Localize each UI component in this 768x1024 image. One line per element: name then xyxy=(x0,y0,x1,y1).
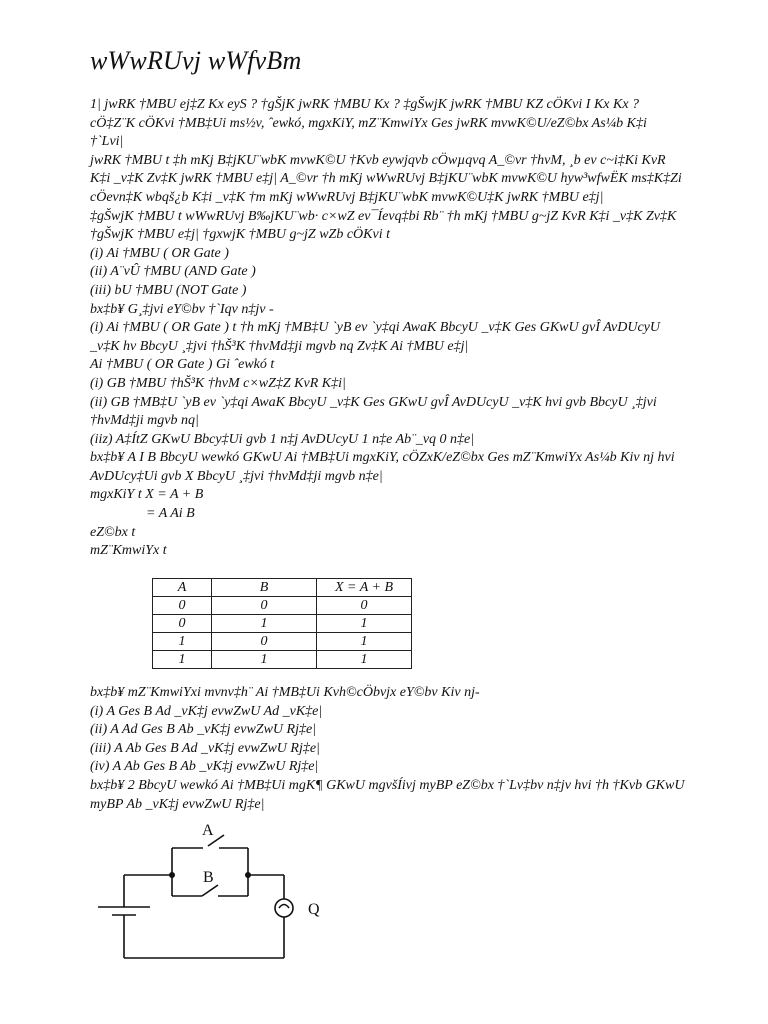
truth-table-cell: 1 xyxy=(153,651,212,669)
text-line: (i) A Ges B Ad _vK‡j evwZwU Ad _vK‡e| xyxy=(90,703,323,719)
equation-line: mgxKiY t X = A + B xyxy=(90,487,204,503)
truth-table-cell: 1 xyxy=(317,633,412,651)
truth-table-header: X = A + B xyxy=(317,579,412,597)
text-line: bx‡b¥ mZ¨KmwiYxi mvnv‡h¨ Ai †MB‡Ui Kvh©cÖbvjx eY©bv Kiv nj- xyxy=(90,685,480,700)
junction-dot-left xyxy=(169,872,175,878)
text-line: Ai †MBU ( OR Gate ) Gi ˆewkó t xyxy=(90,357,275,373)
page-title: wWwRUvj wWfvBm xyxy=(90,46,302,75)
parallel-switch-circuit-diagram xyxy=(90,815,350,965)
truth-table-row xyxy=(153,651,412,669)
text-line: (iii) A Ab Ges B Ad _vK‡j evwZwU Rj‡e| xyxy=(90,740,320,756)
truth-table-cell: 0 xyxy=(212,633,317,651)
text-line: ‡gŠwjK †MBU t wWwRUvj B‰jKU¨wb· c×wZ ev¯Íevq‡bi Rb¨ †h mKj †MBU g~jZ KvR K‡i _v‡K Zv‡K xyxy=(90,208,677,224)
truth-table-cell: 0 xyxy=(212,597,317,615)
junction-dot-right xyxy=(245,872,251,878)
truth-table xyxy=(152,578,412,669)
truth-table-header: B xyxy=(212,579,317,597)
truth-table-header: A xyxy=(153,579,212,597)
truth-table-cell: 0 xyxy=(153,597,212,615)
text-line: bx‡b¥ G¸‡jvi eY©bv †`Iqv n‡jv - xyxy=(90,301,274,317)
text-line: jwRK †MBU t ‡h mKj B‡jKU¨wbK mvwK©U †Kvb eywjqvb cÖwµqvq A_©vr †hvM, ¸b ev c~i‡Ki KvR xyxy=(90,152,666,168)
truth-table-cell: 1 xyxy=(153,633,212,651)
text-line: bx‡b¥ 2 BbcyU wewkó Ai †MB‡Ui mgK¶ GKwU mgvšÍivj myBP eZ©bx †`Lv‡bv n‡jv hvi †h †Kvb GKwU xyxy=(90,777,685,793)
text-line: myBP Ab _vK‡j evwZwU Rj‡e| xyxy=(90,796,265,812)
switch-b xyxy=(202,885,218,896)
truth-table-cell: 0 xyxy=(317,597,412,615)
text-line: †`Lvi| xyxy=(90,134,124,150)
equation-line: = A Ai B xyxy=(146,506,195,522)
truth-table-row xyxy=(153,633,412,651)
text-line: K‡i _v‡K Zv‡K jwRK †MBU e‡j| A_©vr †h mKj wWwRUvj B‡jKU¨wbK mvwK©U hyw³wfwËK ms‡K‡Zi xyxy=(90,171,682,187)
text-line: †hvMd‡ji mgvb nq| xyxy=(90,413,199,429)
text-line: eZ©bx t xyxy=(90,524,136,540)
truth-table-cell: 1 xyxy=(212,651,317,669)
text-line: (i) Ai †MBU ( OR Gate ) xyxy=(90,245,229,261)
text-line: AvDUcy‡Ui gvb X BbcyU ¸‡jvi †hvMd‡ji mgvb n‡e| xyxy=(90,468,383,484)
truth-table-cell: 0 xyxy=(153,615,212,633)
bulb-label: Q xyxy=(308,901,320,918)
truth-table-header-row xyxy=(153,579,412,597)
switch-a-label: A xyxy=(202,822,214,839)
text-line: †gŠwjK †MBU e‡j| †gxwjK †MBU g~jZ wZb cÖKvi t xyxy=(90,227,390,243)
text-line: (ii) A Ad Ges B Ab _vK‡j evwZwU Rj‡e| xyxy=(90,722,317,738)
text-line: (i) Ai †MBU ( OR Gate ) t †h mKj †MB‡U `yB ev `y‡qi AwaK BbcyU _v‡K Ges GKwU gvÎ AvDUcyU xyxy=(90,320,660,336)
text-line: (iiz) A‡ÍtZ GKwU Bbcy‡Ui gvb 1 n‡j AvDUcyU 1 n‡e Ab¨_vq 0 n‡e| xyxy=(90,431,475,447)
text-line: (iii) bU †MBU (NOT Gate ) xyxy=(90,282,247,298)
text-line: mZ¨KmwiYx t xyxy=(90,543,167,559)
text-line: cÖevn‡K wbqš¿b K‡i _v‡K †m mKj wWwRUvj B‡jKU¨wbK mvwK©U‡K jwRK †MBU e‡j| xyxy=(90,189,604,205)
truth-table-row xyxy=(153,597,412,615)
text-line: 1| jwRK †MBU ej‡Z Kx eyS ? †gŠjK jwRK †MBU Kx ? ‡gŠwjK jwRK †MBU KZ cÖKvi I Kx Kx ? xyxy=(90,97,640,112)
text-line: _v‡K hv BbcyU ¸‡jvi †hŠ³K †hvMd‡ji mgvb nq Zv‡K Ai †MBU e‡j| xyxy=(90,338,469,354)
body-text-top xyxy=(90,96,690,561)
text-line: (iv) A Ab Ges B Ab _vK‡j evwZwU Rj‡e| xyxy=(90,759,319,775)
text-line: cÖ‡Z¨K cÖKvi †MB‡Ui ms½v, ˆewkó, mgxKiY, mZ¨KmwiYx Ges jwRK mvwK©U/eZ©bx As¼b K‡i xyxy=(90,115,647,131)
bulb-icon xyxy=(275,899,293,917)
truth-table-cell: 1 xyxy=(317,651,412,669)
body-text-bottom xyxy=(90,684,690,814)
bulb-filament xyxy=(279,905,289,909)
truth-table-cell: 1 xyxy=(317,615,412,633)
text-line: bx‡b¥ A I B BbcyU wewkó GKwU Ai †MB‡Ui mgxKiY, cÖZxK/eZ©bx Ges mZ¨KmwiYx As¼b Kiv nj hvi xyxy=(90,450,675,466)
truth-table-row xyxy=(153,615,412,633)
truth-table-cell: 1 xyxy=(212,615,317,633)
text-line: (ii) A¨vÛ †MBU (AND Gate ) xyxy=(90,264,256,280)
text-line: (ii) GB †MB‡U `yB ev `y‡qi AwaK BbcyU _v‡K Ges GKwU gvÎ AvDUcyU _v‡K hvi gvb BbcyU ¸‡jvi xyxy=(90,394,657,410)
text-line: (i) GB †MBU †hŠ³K †hvM c×wZ‡Z KvR K‡i| xyxy=(90,375,346,391)
switch-b-label: B xyxy=(203,869,214,886)
